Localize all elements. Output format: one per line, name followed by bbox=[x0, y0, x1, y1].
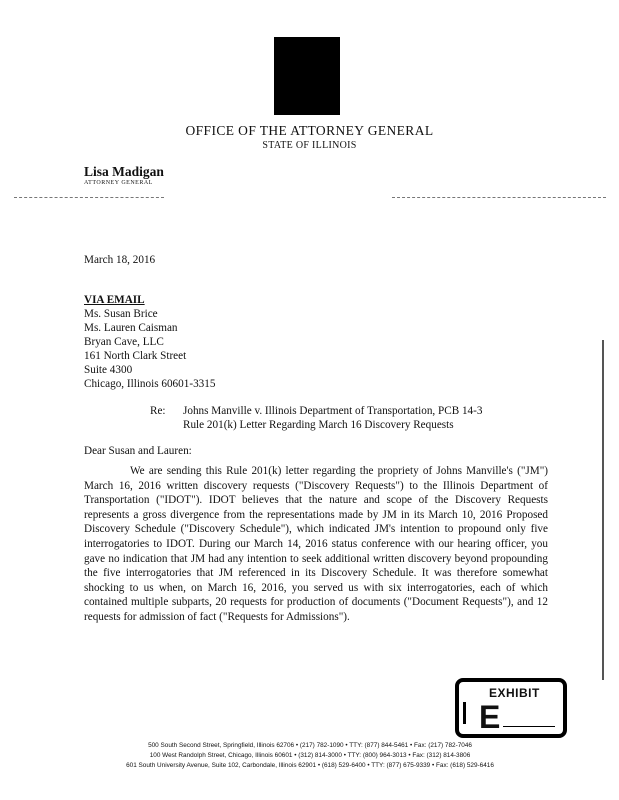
attorney-general-title: ATTORNEY GENERAL bbox=[84, 180, 153, 186]
exhibit-sticker bbox=[455, 678, 567, 738]
recipient-line: Bryan Cave, LLC bbox=[84, 336, 164, 348]
re-line: Rule 201(k) Letter Regarding March 16 Discovery Requests bbox=[183, 419, 454, 431]
footer-line: 500 South Second Street, Springfield, Illinois 62706 • (217) 782-1090 • TTY: (877) 844-5461 • Fax: (217) 782-7046 bbox=[148, 742, 472, 749]
office-title: OFFICE OF THE ATTORNEY GENERAL bbox=[185, 123, 434, 138]
footer-line: 100 West Randolph Street, Chicago, Illinois 60601 • (312) 814-3000 • TTY: (800) 964-3013 • Fax: (312) 814-3806 bbox=[149, 752, 471, 759]
delivery-method: VIA EMAIL bbox=[84, 294, 145, 306]
state-name: STATE OF ILLINOIS bbox=[262, 140, 357, 151]
recipient-line: 161 North Clark Street bbox=[84, 350, 187, 362]
exhibit-mark: E bbox=[479, 699, 501, 735]
exhibit-label: EXHIBIT bbox=[489, 686, 540, 700]
recipient-line: Chicago, Illinois 60601-3315 bbox=[84, 378, 216, 390]
exhibit-line bbox=[503, 726, 555, 727]
letterhead-footer bbox=[60, 741, 560, 771]
recipient-line: Ms. Susan Brice bbox=[84, 308, 158, 320]
letterhead-rule-right bbox=[392, 197, 606, 198]
letter-date: March 18, 2016 bbox=[84, 254, 156, 266]
state-seal bbox=[274, 37, 340, 115]
exhibit-tab bbox=[463, 702, 466, 724]
re-line: Johns Manville v. Illinois Department of Transportation, PCB 14-3 bbox=[183, 405, 483, 417]
re-label: Re: bbox=[150, 405, 166, 417]
letterhead-rule-left bbox=[14, 197, 164, 198]
recipient-line: Ms. Lauren Caisman bbox=[84, 322, 178, 334]
salutation: Dear Susan and Lauren: bbox=[84, 445, 192, 457]
recipient-line: Suite 4300 bbox=[84, 364, 133, 376]
scan-margin-line bbox=[602, 340, 604, 680]
attorney-general-name: Lisa Madigan bbox=[84, 164, 164, 179]
body-paragraph: We are sending this Rule 201(k) letter regarding the propriety of Johns Manville's ("JM") March 16, 2016 written discovery requests ("Discovery Requests") to the Illinois Department of Transportation ("IDOT"). IDOT believes that the nature and scope of the Discovery Requests represents a gross divergence from the representations made by JM in its March 10, 2016 Proposed Discovery Schedule ("Discovery Schedule"), which indicated JM's intention to propound only five interrogatories to IDOT. During our March 14, 2016 status conference with our hearing officer, you gave no indication that JM had any intention to seek additional written discovery beyond propounding the five interrogatories that JM referenced in its Discovery Schedule. It was therefore somewhat shocking to us when, on March 16, 2016, you served us with six interrogatories, each of which contained multiple subparts, 20 requests for production of documents ("Document Requests"), and 12 requests for admission of fact ("Requests for Admissions"). bbox=[84, 465, 548, 623]
footer-line: 601 South University Avenue, Suite 102, Carbondale, Illinois 62901 • (618) 529-6400 • TTY: (877) 675-9339 • Fax: (618) 529-6416 bbox=[126, 762, 494, 769]
re-subject bbox=[183, 404, 482, 432]
recipient-address bbox=[84, 307, 215, 391]
